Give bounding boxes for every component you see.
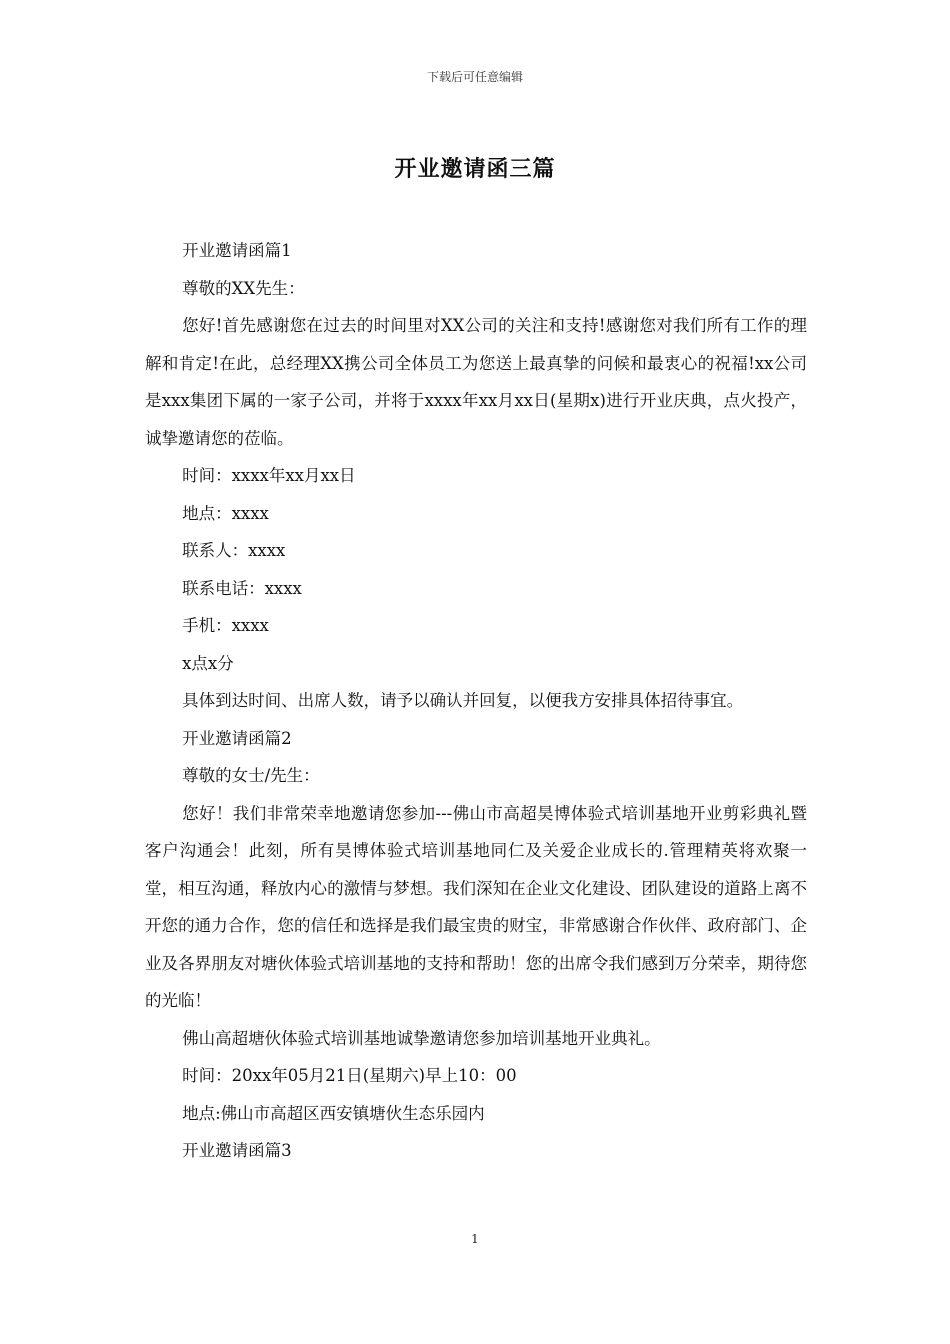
section-heading-2: 开业邀请函篇2 <box>182 728 292 748</box>
document-body <box>145 232 807 1170</box>
section-heading-3: 开业邀请函篇3 <box>182 1141 292 1160</box>
page-number: 1 <box>471 1232 479 1246</box>
document-title: 开业邀请函三篇 <box>394 156 556 182</box>
detail-time: 时间：xxxx年xx月xx日 <box>182 466 356 485</box>
salutation-1: 尊敬的XX先生： <box>182 278 305 298</box>
salutation-2: 尊敬的女士/先生： <box>182 766 320 785</box>
body-paragraph: 您好！我们非常荣幸地邀请您参加---佛山市高超昊博体验式培训基地开业剪彩典礼暨客户沟通会！此刻，所有昊博体验式培训基地同仁及关爱企业成长的.管理精英将欢聚一堂，相互沟通，释放内心的激情与梦想。我们深知在企业文化建设、团队建设的道路上离不开您的通力合作，您的信任和选择是我们最宝贵的财宝，非常感谢合作伙伴、政府部门、企业及各界朋友对塘伙体验式培训基地的支持和帮助！您的出席令我们感到万分荣幸，期待您的光临！ <box>145 803 807 1010</box>
detail-mobile: 手机：xxxx <box>182 616 269 635</box>
body-paragraph: 具体到达时间、出席人数，请予以确认并回复，以便我方安排具体招待事宜。 <box>182 691 744 710</box>
detail-location: 地点:佛山市高超区西安镇塘伙生态乐园内 <box>182 1103 485 1123</box>
detail-contact: 联系人：xxxx <box>182 541 286 560</box>
section-heading-1: 开业邀请函篇1 <box>182 241 292 260</box>
detail-time: 时间：20xx年05月21日(星期六)早上10：00 <box>182 1066 517 1085</box>
header-note: 下载后可任意编辑 <box>426 70 523 84</box>
detail-hour: x点x分 <box>182 653 234 673</box>
detail-phone: 联系电话：xxxx <box>182 578 302 598</box>
body-paragraph: 您好!首先感谢您在过去的时间里对XX公司的关注和支持!感谢您对我们所有工作的理解和肯定!在此，总经理XX携公司全体员工为您送上最真挚的问候和最衷心的祝福!xx公司是xxx集团下属的一家子公司，并将于xxxx年xx月xx日(星期x)进行开业庆典，点火投产，诚挚邀请您的莅临。 <box>145 316 807 448</box>
detail-location: 地点：xxxx <box>182 503 269 523</box>
body-paragraph: 佛山高超塘伙体验式培训基地诚挚邀请您参加培训基地开业典礼。 <box>182 1028 661 1048</box>
